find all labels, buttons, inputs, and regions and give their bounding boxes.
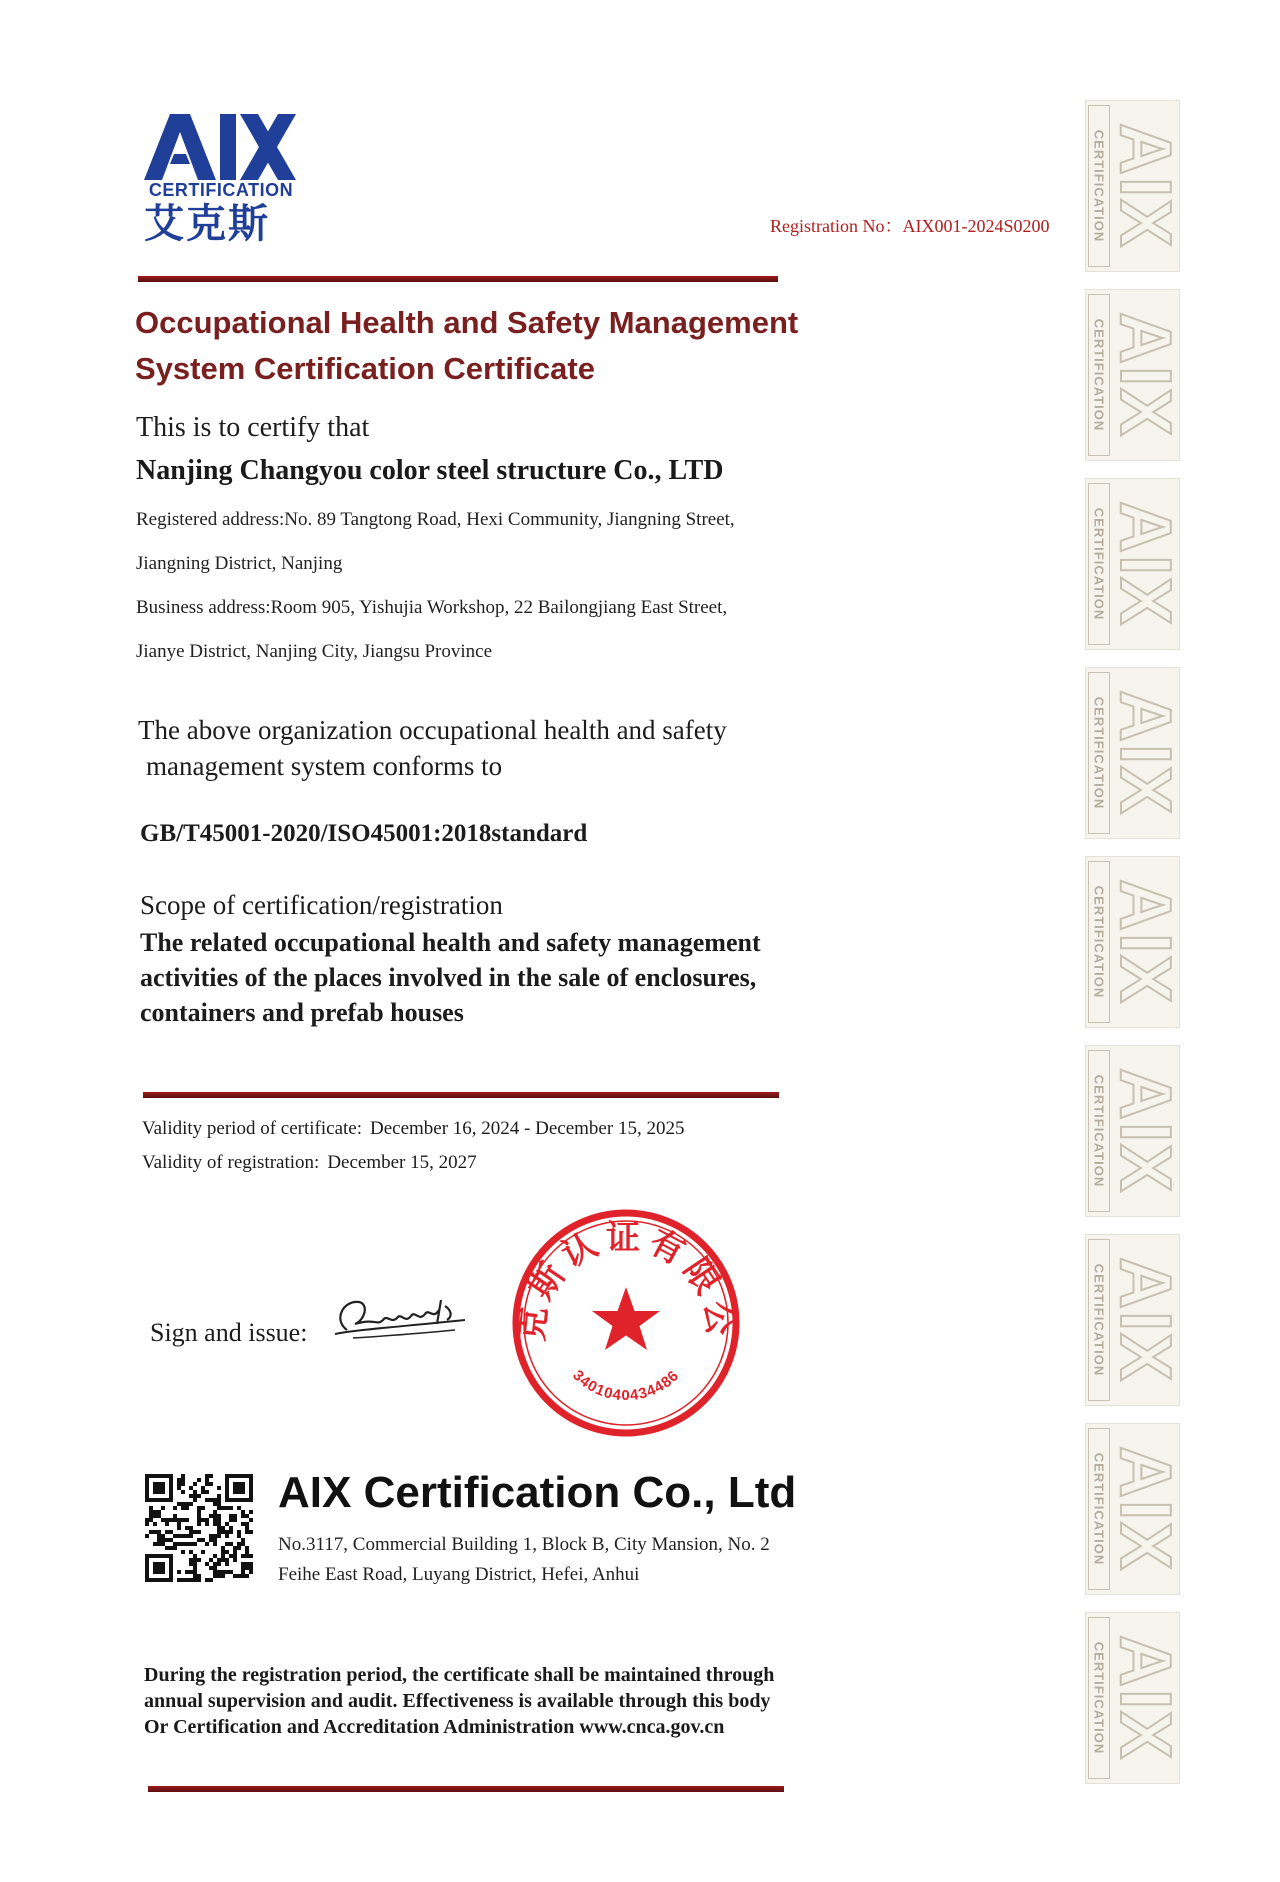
aix-logo-mark — [140, 110, 300, 182]
registration-validity-label: Validity of registration: — [142, 1152, 320, 1173]
notice-line-3: Or Certification and Accreditation Administration www.cnca.gov.cn — [144, 1716, 725, 1738]
title-line-2: System Certification Certificate — [135, 351, 595, 386]
certificate-validity-value: December 16, 2024 - December 15, 2025 — [370, 1118, 685, 1139]
registration-label: Registration No： — [770, 216, 903, 236]
watermark-big-text: AIX — [1105, 1067, 1185, 1195]
registered-address-line-2: Jiangning District, Nanjing — [136, 553, 343, 574]
sign-and-issue-label: Sign and issue: — [150, 1318, 308, 1347]
seal-number: 3401040434486 — [569, 1366, 683, 1405]
conformity-statement — [138, 712, 818, 784]
watermark-big-frame — [1105, 1428, 1185, 1590]
watermark-big-text: AIX — [1105, 311, 1185, 439]
watermark-tile — [1085, 478, 1185, 650]
watermark-big-frame — [1105, 294, 1185, 456]
registration-value: AIX001-2024S0200 — [902, 216, 1050, 236]
conformity-line-1: The above organization occupational health and safety — [138, 715, 727, 745]
watermark-small-text: CERTIFICATION — [1091, 696, 1107, 810]
watermark-tile — [1085, 1612, 1185, 1784]
logo-subtitle: CERTIFICATION — [148, 180, 294, 200]
standard-reference: GB/T45001-2020/ISO45001:2018standard — [140, 820, 588, 847]
company-seal — [510, 1207, 742, 1439]
registration-validity-value: December 15, 2027 — [327, 1152, 477, 1173]
scope-text — [140, 925, 840, 1030]
divider-top — [138, 276, 778, 282]
business-address — [136, 586, 816, 674]
issuer-address-line-1: No.3117, Commercial Building 1, Block B, City Mansion, No. 2 — [278, 1534, 770, 1555]
watermark-small-text: CERTIFICATION — [1091, 1074, 1107, 1188]
scope-line-3: containers and prefab houses — [140, 998, 464, 1027]
registered-address — [136, 498, 816, 586]
watermark-big-frame — [1105, 1617, 1185, 1779]
watermark-tile — [1085, 100, 1185, 272]
scope-line-2: activities of the places involved in the sale of enclosures, — [140, 963, 757, 992]
watermark-small-text: CERTIFICATION — [1091, 1263, 1107, 1377]
registered-address-line-1: Registered address:No. 89 Tangtong Road, Hexi Community, Jiangning Street, — [136, 509, 735, 530]
watermark-big-text: AIX — [1105, 500, 1185, 628]
watermark-small-text: CERTIFICATION — [1091, 129, 1107, 243]
svg-text:3401040434486 — [569, 1367, 683, 1404]
business-address-line-2: Jianye District, Nanjing City, Jiangsu Province — [136, 641, 493, 662]
registration-number — [770, 212, 1050, 238]
watermark-small-text: CERTIFICATION — [1091, 885, 1107, 999]
scope-line-1: The related occupational health and safety management — [140, 928, 761, 957]
certificate-validity-label: Validity period of certificate: — [142, 1118, 362, 1139]
certificate-validity — [142, 1118, 684, 1140]
watermark-big-frame — [1105, 672, 1185, 834]
scope-label: Scope of certification/registration — [140, 890, 503, 920]
watermark-tile — [1085, 1234, 1185, 1406]
watermark-tile — [1085, 289, 1185, 461]
notice-line-1: During the registration period, the certificate shall be maintained through — [144, 1664, 775, 1686]
watermark-small-text: CERTIFICATION — [1091, 318, 1107, 432]
business-address-line-1: Business address:Room 905, Yishujia Workshop, 22 Bailongjiang East Street, — [136, 597, 728, 618]
watermark-big-text: AIX — [1105, 1256, 1185, 1384]
seal-text: 克斯认证有限公 — [511, 1218, 741, 1344]
notice-line-2: annual supervision and audit. Effectiveness is available through this body — [144, 1690, 771, 1712]
watermark-big-frame — [1105, 483, 1185, 645]
aix-logo — [140, 110, 300, 250]
certificate-title — [135, 300, 815, 392]
company-name: Nanjing Changyou color steel structure Co., LTD — [136, 455, 724, 486]
watermark-big-frame — [1105, 1050, 1185, 1212]
issuer-address-line-2: Feihe East Road, Luyang District, Hefei, Anhui — [278, 1564, 640, 1585]
conformity-line-2: management system conforms to — [146, 751, 503, 781]
watermark-small-text: CERTIFICATION — [1091, 507, 1107, 621]
watermark-big-text: AIX — [1105, 1634, 1185, 1762]
watermark-big-frame — [1105, 1239, 1185, 1401]
watermark-big-frame — [1105, 105, 1185, 267]
qr-code[interactable] — [145, 1474, 253, 1582]
watermark-small-text: CERTIFICATION — [1091, 1641, 1107, 1755]
logo-chinese-name: 艾克斯 — [144, 201, 270, 247]
title-line-1: Occupational Health and Safety Management — [135, 305, 799, 340]
watermark-big-text: AIX — [1105, 1445, 1185, 1573]
divider-middle — [143, 1092, 779, 1098]
divider-bottom — [148, 1786, 784, 1792]
watermark-small-text: CERTIFICATION — [1091, 1452, 1107, 1566]
watermark-big-text: AIX — [1105, 878, 1185, 1006]
certify-intro: This is to certify that — [136, 412, 370, 443]
registration-notice — [144, 1662, 824, 1740]
watermark-tile — [1085, 667, 1185, 839]
watermark-tile — [1085, 856, 1185, 1028]
issuer-name: AIX Certification Co., Ltd — [278, 1468, 797, 1517]
watermark-tile — [1085, 1045, 1185, 1217]
watermark-big-text: AIX — [1105, 122, 1185, 250]
watermark-tile — [1085, 1423, 1185, 1595]
watermark-big-text: AIX — [1105, 689, 1185, 817]
handwritten-signature — [325, 1290, 475, 1350]
registration-validity — [142, 1152, 477, 1174]
watermark-strip — [1085, 100, 1185, 1801]
watermark-big-frame — [1105, 861, 1185, 1023]
